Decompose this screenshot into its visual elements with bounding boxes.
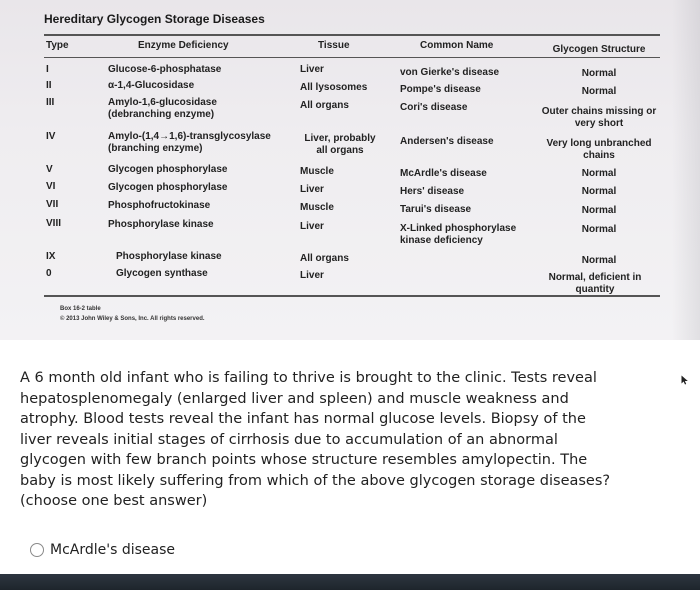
row-tissue: All organs (300, 100, 349, 111)
header-tissue: Tissue (318, 40, 350, 51)
answer-option-label[interactable]: McArdle's disease (50, 542, 176, 558)
row-type: I (46, 64, 49, 75)
row-tissue: Liver (300, 221, 324, 232)
table-top-rule (44, 34, 660, 36)
row-tissue: Liver, probably all organs (304, 133, 376, 156)
radio-unselected-icon[interactable] (30, 543, 44, 557)
row-enzyme: Phosphofructokinase (108, 200, 211, 211)
row-common-name: Pompe's disease (400, 84, 481, 95)
row-structure: Normal (581, 255, 617, 266)
row-type: IV (46, 131, 56, 142)
row-structure: Normal (581, 205, 617, 216)
copyright-notice: © 2013 John Wiley & Sons, Inc. All rights reserved. (60, 316, 205, 322)
row-enzyme: Glucose-6-phosphatase (108, 64, 222, 75)
row-common-name: McArdle's disease (400, 168, 487, 179)
question-text: A 6 month old infant who is failing to thrive is brought to the clinic. Tests reveal hepatosplenomegaly (enlarged liver and spleen) and muscle weakness and atrophy. Blood tests reveal the infant has normal glucose levels. Biopsy of the liver reveals initial stages of cirrhosis due to accumulation of an abnormal glycogen with few branch points whose structure resembles amylopectin. The baby is most likely suffering from which of the above glycogen storage diseases? (choose one best answer) (20, 370, 611, 509)
header-type: Type (46, 40, 69, 51)
row-common-name: Hers' disease (400, 186, 465, 197)
row-structure: Normal (581, 168, 617, 179)
row-tissue: Liver (300, 184, 324, 195)
row-enzyme: Phosphorylase kinase (116, 251, 222, 262)
row-type: III (46, 97, 55, 108)
header-common-name: Common Name (420, 40, 494, 51)
row-tissue: Liver (300, 270, 324, 281)
header-glycogen-structure: Glycogen Structure (552, 44, 646, 55)
row-structure: Normal (581, 68, 617, 79)
row-type: IX (46, 251, 56, 262)
row-enzyme: Amylo-(1,4→1,6)-transglycosylase (branching enzyme) (108, 131, 271, 154)
table-header-rule (44, 57, 660, 58)
row-tissue: Liver (300, 64, 324, 75)
row-enzyme: Amylo-1,6-glucosidase (debranching enzyme) (108, 97, 217, 120)
row-structure: Normal (581, 224, 617, 235)
row-type: VIII (46, 218, 62, 229)
row-common-name: X-Linked phosphorylase kinase deficiency (400, 223, 517, 246)
row-enzyme: α-1,4-Glucosidase (108, 80, 195, 91)
row-tissue: Muscle (300, 166, 334, 177)
row-enzyme: Glycogen synthase (116, 268, 208, 279)
row-enzyme: Glycogen phosphorylase (108, 182, 228, 193)
row-structure: Normal (581, 86, 617, 97)
image-shadow (672, 0, 700, 340)
row-tissue: All lysosomes (300, 82, 368, 93)
cursor-icon (681, 375, 689, 385)
header-enzyme: Enzyme Deficiency (138, 40, 229, 51)
row-tissue: All organs (300, 253, 349, 264)
footer-bar (0, 574, 700, 590)
table-title: Hereditary Glycogen Storage Diseases (44, 12, 265, 26)
row-type: 0 (46, 268, 52, 279)
row-structure: Outer chains missing or very short (541, 106, 657, 129)
row-common-name: Andersen's disease (400, 136, 494, 147)
row-type: VII (46, 199, 59, 210)
row-enzyme: Glycogen phosphorylase (108, 164, 228, 175)
answer-option-mcardles[interactable] (30, 540, 175, 560)
row-type: VI (46, 181, 56, 192)
row-structure: Normal, deficient in quantity (548, 272, 642, 295)
row-type: V (46, 164, 53, 175)
row-type: II (46, 80, 52, 91)
row-enzyme: Phosphorylase kinase (108, 219, 214, 230)
table-bottom-rule (44, 295, 660, 297)
row-common-name: von Gierke's disease (400, 67, 500, 78)
row-common-name: Cori's disease (400, 102, 468, 113)
row-common-name: Tarui's disease (400, 204, 472, 215)
row-structure: Very long unbranched chains (546, 138, 652, 161)
row-structure: Normal (581, 186, 617, 197)
row-tissue: Muscle (300, 202, 334, 213)
table-caption: Box 16-2 table (60, 306, 101, 312)
